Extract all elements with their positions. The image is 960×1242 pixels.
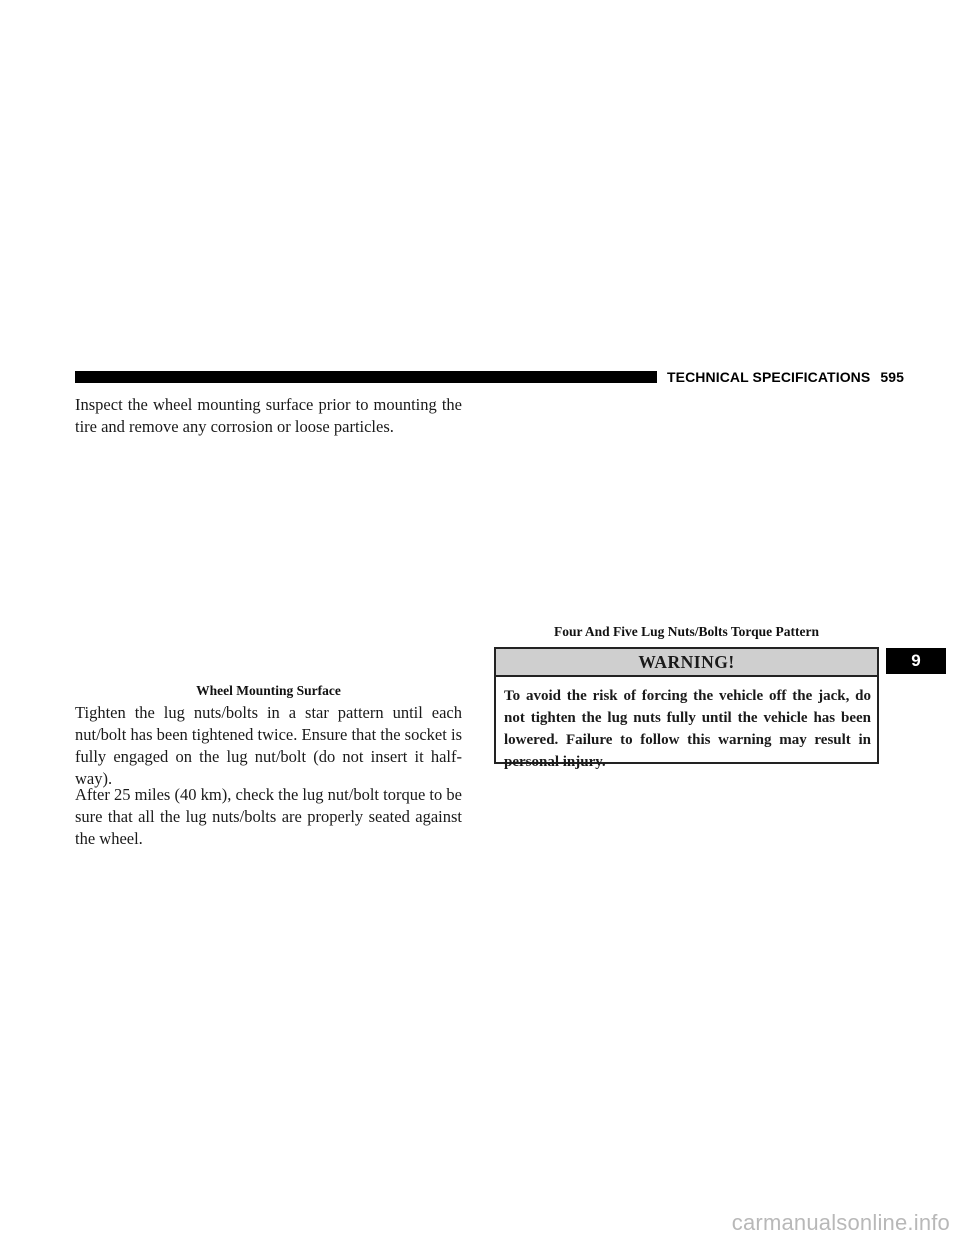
- page-number: 595: [880, 369, 905, 385]
- wheel-mounting-caption: Wheel Mounting Surface: [196, 683, 341, 698]
- section-title: TECHNICAL SPECIFICATIONS: [667, 369, 871, 385]
- torque-check-paragraph-block: [75, 784, 462, 850]
- warning-text: To avoid the risk of forcing the vehicle off the jack, do not tighten the lug nuts fully until the vehicle has been lowered. Failure to follow this warning may result in personal injury.: [504, 688, 871, 770]
- tighten-paragraph: Tighten the lug nuts/bolts in a star pattern until each nut/bolt has been tightened twice. Ensure that the socket is fully engaged on the lug nut/bolt (do not insert it half-way).: [75, 703, 462, 788]
- torque-pattern-caption: Four And Five Lug Nuts/Bolts Torque Pattern: [553, 624, 820, 639]
- chapter-tab: 9: [886, 648, 946, 674]
- warning-box: [494, 647, 879, 770]
- torque-check-paragraph: After 25 miles (40 km), check the lug nut/bolt torque to be sure that all the lug nuts/bolts are properly seated against the wheel.: [75, 785, 462, 848]
- inspect-paragraph: Inspect the wheel mounting surface prior to mounting the tire and remove any corrosion or loose particles.: [75, 395, 462, 436]
- header-rule: [75, 371, 657, 383]
- tighten-paragraph-block: [75, 702, 462, 790]
- watermark: carmanualsonline.info: [731, 1210, 950, 1235]
- warning-title: WARNING!: [496, 649, 877, 677]
- running-header: [667, 369, 904, 385]
- intro-paragraph-block: [75, 394, 462, 438]
